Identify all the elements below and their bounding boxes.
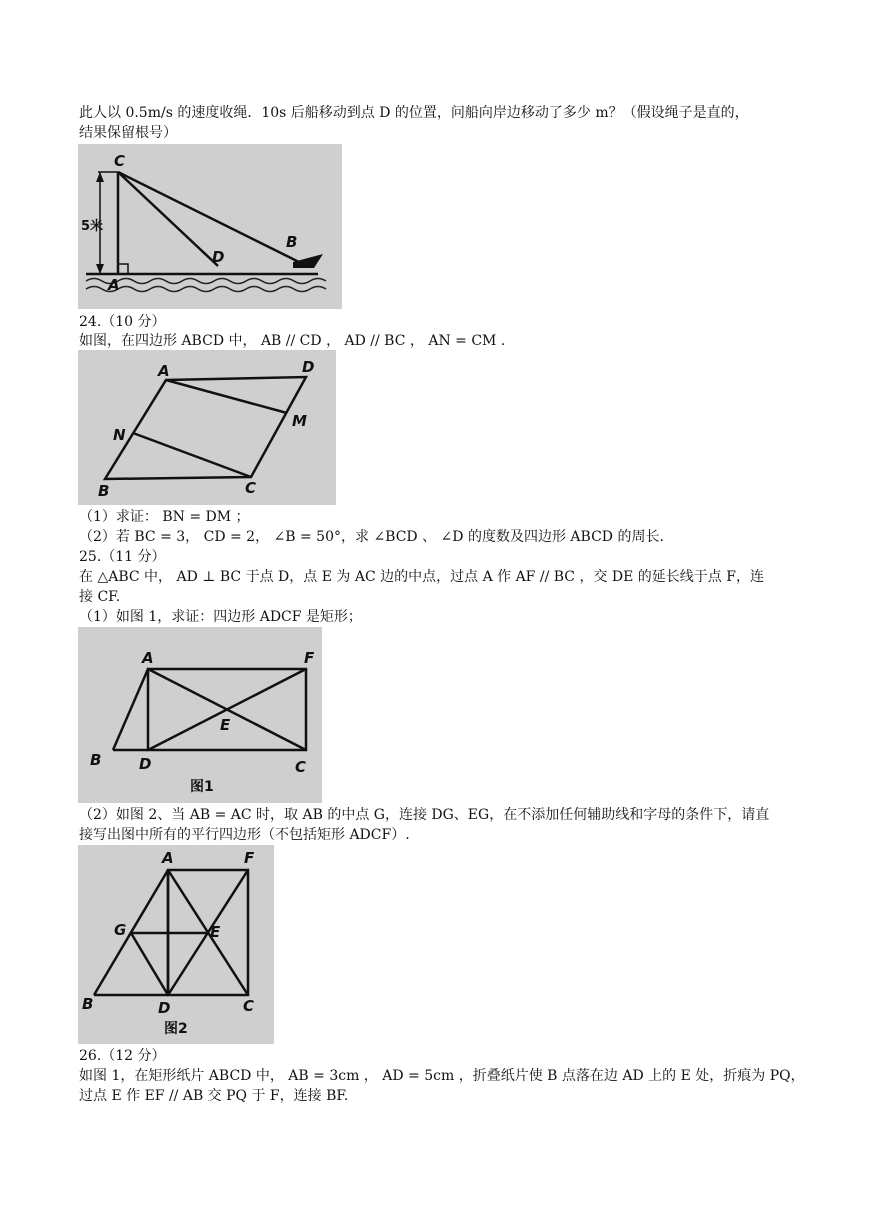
label-e: E [210, 923, 221, 941]
question-25-stem: 在 △ABC 中， AD ⊥ BC 于点 D，点 E 为 AC 边的中点，过点 A 作 AF // BC ，交 DE 的延长线于点 F，连 [79, 569, 764, 585]
question-26-stem: 过点 E 作 EF // AB 交 PQ 于 F，连接 BF. [79, 1088, 349, 1104]
label-c: C [243, 997, 255, 1015]
label-n: N [113, 426, 126, 444]
label-f: F [244, 849, 255, 867]
question-26-stem: 如图 1，在矩形纸片 ABCD 中， AB = 3cm ， AD = 5cm ，折叠纸片使 B 点落在边 AD 上的 E 处，折痕为 PQ， [79, 1068, 805, 1084]
question-25-part-2: 接写出图中所有的平行四边形（不包括矩形 ADCF）. [79, 827, 410, 843]
figure-parallelograms [78, 845, 274, 1044]
text-line: 此人以 0.5m/s 的速度收绳．10s 后船移动到点 D 的位置，问船向岸边移动了多少 m？（假设绳子是直的， [79, 105, 749, 121]
label-a: A [142, 649, 154, 667]
label-d: D [302, 358, 315, 376]
label-d: D [158, 999, 171, 1017]
label-b: B [90, 751, 102, 769]
question-25-stem: 接 CF. [79, 589, 121, 605]
figure-caption: 图2 [164, 1021, 188, 1037]
question-24-part-2: （2）若 BC = 3， CD = 2， ∠B = 50°，求 ∠BCD 、 ∠D 的度数及四边形 ABCD 的周长. [79, 529, 664, 545]
label-a: A [158, 362, 170, 380]
label-m: M [292, 412, 307, 430]
question-25-part-2: （2）如图 2、当 AB = AC 时，取 AB 的中点 G，连接 DG、EG，在不添加任何辅助线和字母的条件下，请直 [79, 807, 770, 823]
figure-boat-rope [78, 144, 342, 309]
figure-rectangle-adcf [78, 627, 322, 803]
label-e: E [220, 716, 231, 734]
label-b: B [286, 233, 298, 251]
question-26-heading: 26.（12 分） [79, 1048, 166, 1064]
label-b: B [82, 995, 94, 1013]
label-height: 5米 [81, 219, 104, 234]
figure-caption: 图1 [190, 779, 214, 795]
question-25-heading: 25.（11 分） [79, 549, 166, 565]
figure-parallelogram [78, 350, 336, 505]
question-24-part-1: （1）求证： BN = DM ； [79, 509, 250, 525]
question-24-heading: 24.（10 分） [79, 314, 166, 330]
label-a: A [162, 849, 174, 867]
label-a: A [108, 276, 120, 294]
label-d: D [139, 755, 152, 773]
question-24-stem: 如图，在四边形 ABCD 中， AB // CD ， AD // BC ， AN = CM . [79, 333, 506, 349]
label-c: C [245, 479, 257, 497]
label-f: F [304, 649, 315, 667]
label-g: G [114, 921, 127, 939]
question-25-part-1: （1）如图 1，求证：四边形 ADCF 是矩形； [79, 609, 362, 625]
label-c: C [114, 152, 126, 170]
label-c: C [295, 758, 307, 776]
label-b: B [98, 482, 110, 500]
label-d: D [212, 248, 225, 266]
text-line: 结果保留根号） [79, 125, 177, 141]
